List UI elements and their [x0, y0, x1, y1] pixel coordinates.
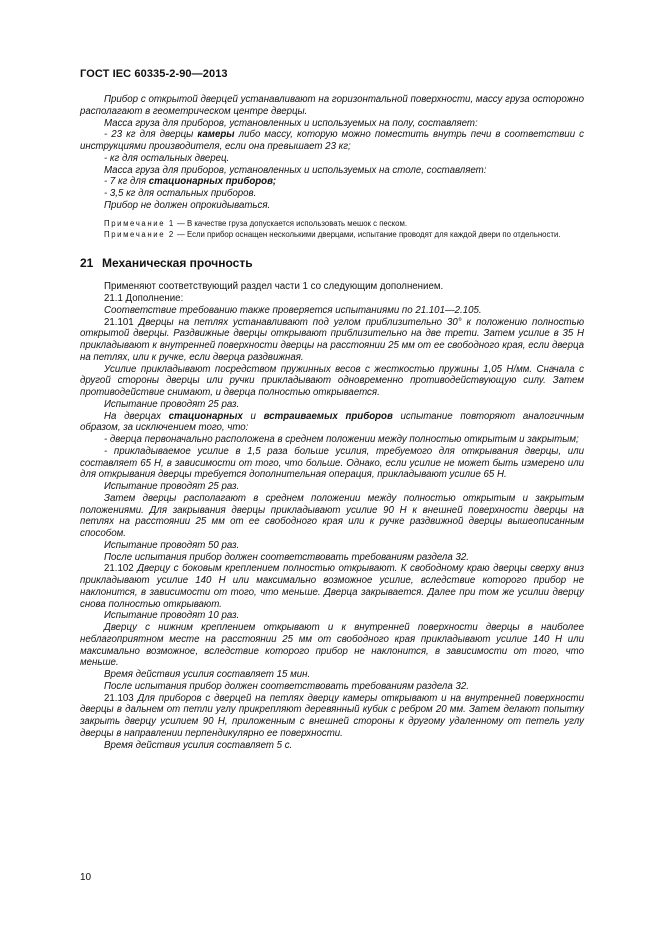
section-number: 21: [80, 255, 94, 270]
text: - 23 кг для дверцы: [104, 129, 198, 141]
paragraph: Прибор не должен опрокидываться.: [104, 199, 271, 211]
text: либо массу, которую можно поместить внутрь печи в соответствии с инструкциями производителя, если она превышает 23 кг;: [80, 129, 585, 152]
paragraph: Испытание проводят 50 раз.: [104, 539, 240, 551]
clause-text: Дверцы на петлях устанавливают под углом приблизительно 30° к положению полностью открытой дверцы. Раздвижные дверцы открывают приблизительно на две трети. Затем усилие в 35 Н прикладывают к внутренней поверхности дверцы на расстоянии 25 мм от ее свободного края, если дверца на петлях, или к ручке, если дверца раздвижная.: [80, 316, 584, 363]
text: испытание повторяют аналогичным образом, за исключением того, что:: [80, 410, 585, 434]
document-body: [80, 94, 584, 751]
section-heading: [80, 255, 584, 270]
note-label: Примечание 2: [104, 229, 175, 239]
clause-text: Дверцу с боковым креплением полностью открывают. К свободному краю дверцы сверху вниз прикладывают усилие 140 Н или максимально возможное усилие, вследствие которого прибор не наклонится, в зависимости от того, что меньше. Дверца закрывается. Далее при том же усилии дверцу снова полностью открывают.: [80, 563, 584, 610]
section-title: Механическая прочность: [102, 255, 253, 270]
paragraph: Прибор с открытой дверцей устанавливают на горизонтальной поверхности, массу груза осторожно располагают в геометрическом центре дверцы.: [80, 94, 584, 117]
paragraph: Дверцу с нижним креплением открывают и к внутренней поверхности дверцы в наиболее неблагоприятном месте на расстоянии 25 мм от свободного края прикладывают усилие 140 Н или максимально возможное, вследствие которого прибор не наклонится, в зависимости от того, что меньше.: [80, 622, 584, 669]
paragraph: После испытания прибор должен соответствовать требованиям раздела 32.: [104, 680, 469, 692]
note-1: [80, 218, 584, 229]
paragraph: Время действия усилия составляет 5 с.: [104, 739, 293, 751]
clause-number: 21.102: [104, 563, 138, 575]
term-bold: камеры: [197, 129, 235, 141]
paragraph: Применяют соответствующий раздел части 1 со следующим дополнением.: [104, 281, 444, 293]
paragraph: Испытание проводят 10 раз.: [104, 610, 240, 622]
paragraph: [80, 411, 584, 435]
text: На дверцах: [104, 410, 169, 422]
note-label: Примечание 1: [104, 218, 175, 228]
paragraph: Время действия усилия составляет 15 мин.: [104, 669, 311, 680]
paragraph: Масса груза для приборов, установленных и используемых на полу, составляет:: [104, 117, 478, 129]
list-item: [80, 129, 584, 153]
paragraph: Испытание проводят 25 раз.: [104, 398, 240, 410]
list-item: - 3,5 кг для остальных приборов.: [104, 188, 257, 199]
term-bold: стационарных: [168, 410, 243, 422]
clause-number: 21.101: [104, 316, 139, 328]
list-item: - кг для остальных дверец.: [104, 152, 230, 164]
page-number: 10: [80, 872, 92, 883]
list-item: - дверца первоначально расположена в среднем положении между полностью открытым и закрытым;: [104, 434, 579, 445]
term-bold: встраиваемых приборов: [263, 410, 393, 422]
clause-21-103: [80, 693, 584, 740]
paragraph: Усилие прикладывают посредством пружинных весов с жесткостью пружины 1,05 Н/мм. Сначала с другой стороны дверцы или ручки прикладывают одновременно противодействующую силу. Затем противодействие снимают, и дверца полностью открывается.: [80, 363, 584, 398]
list-item: - прикладываемое усилие в 1,5 раза больше усилия, требуемого для открывания дверцы, или составляет 65 Н, в зависимости от того, что больше. Однако, если усилие не может быть измерено или для открывания дверцы требуется дополнительная операция, прикладывают усилие 65 Н.: [80, 445, 584, 481]
text: - 7 кг для: [104, 176, 149, 188]
paragraph: Затем дверцы располагают в среднем положении между полностью открытым и закрытым положениями. Для закрывания дверцы прикладывают усилие 90 Н к внешней поверхности дверцы на петлях на расстоянии 25 мм от ее свободного края или к ручке раздвижной дверцы вышеописанным способом.: [80, 492, 584, 539]
clause-number: 21.103: [104, 692, 138, 704]
document-header: ГОСТ IEC 60335-2-90—2013: [80, 68, 228, 80]
paragraph: Испытание проводят 25 раз.: [104, 481, 240, 492]
note-text: — В качестве груза допускается использовать мешок с песком.: [174, 218, 408, 228]
text: и: [242, 410, 264, 422]
note-text: — Если прибор оснащен несколькими дверцами, испытание проводят для каждой двери по отдельности.: [174, 229, 561, 239]
clause-21-102: [80, 563, 584, 610]
paragraph: Масса груза для приборов, установленных и используемых на столе, составляет:: [104, 164, 487, 176]
paragraph: 21.1 Дополнение:: [104, 293, 184, 304]
list-item: [80, 176, 584, 188]
paragraph: Соответствие требованию также проверяется испытаниями по 21.101—2.105.: [104, 304, 482, 316]
term-bold: стационарных приборов;: [148, 176, 277, 188]
paragraph: После испытания прибор должен соответствовать требованиям раздела 32.: [104, 551, 469, 563]
clause-text: Для приборов с дверцей на петлях дверцу камеры открывают и на внутренней поверхности дверцы в дальнем от петли углу прикрепляют деревянный кубик с ребром 20 мм. Затем делают попытку закрыть дверцу усилием 90 Н, приложенным с внешней стороны к другому удаленному от петель углу дверцы в направлении перпендикулярно ее поверхности.: [80, 692, 584, 739]
clause-21-101: [80, 317, 584, 364]
note-2: [80, 229, 584, 240]
